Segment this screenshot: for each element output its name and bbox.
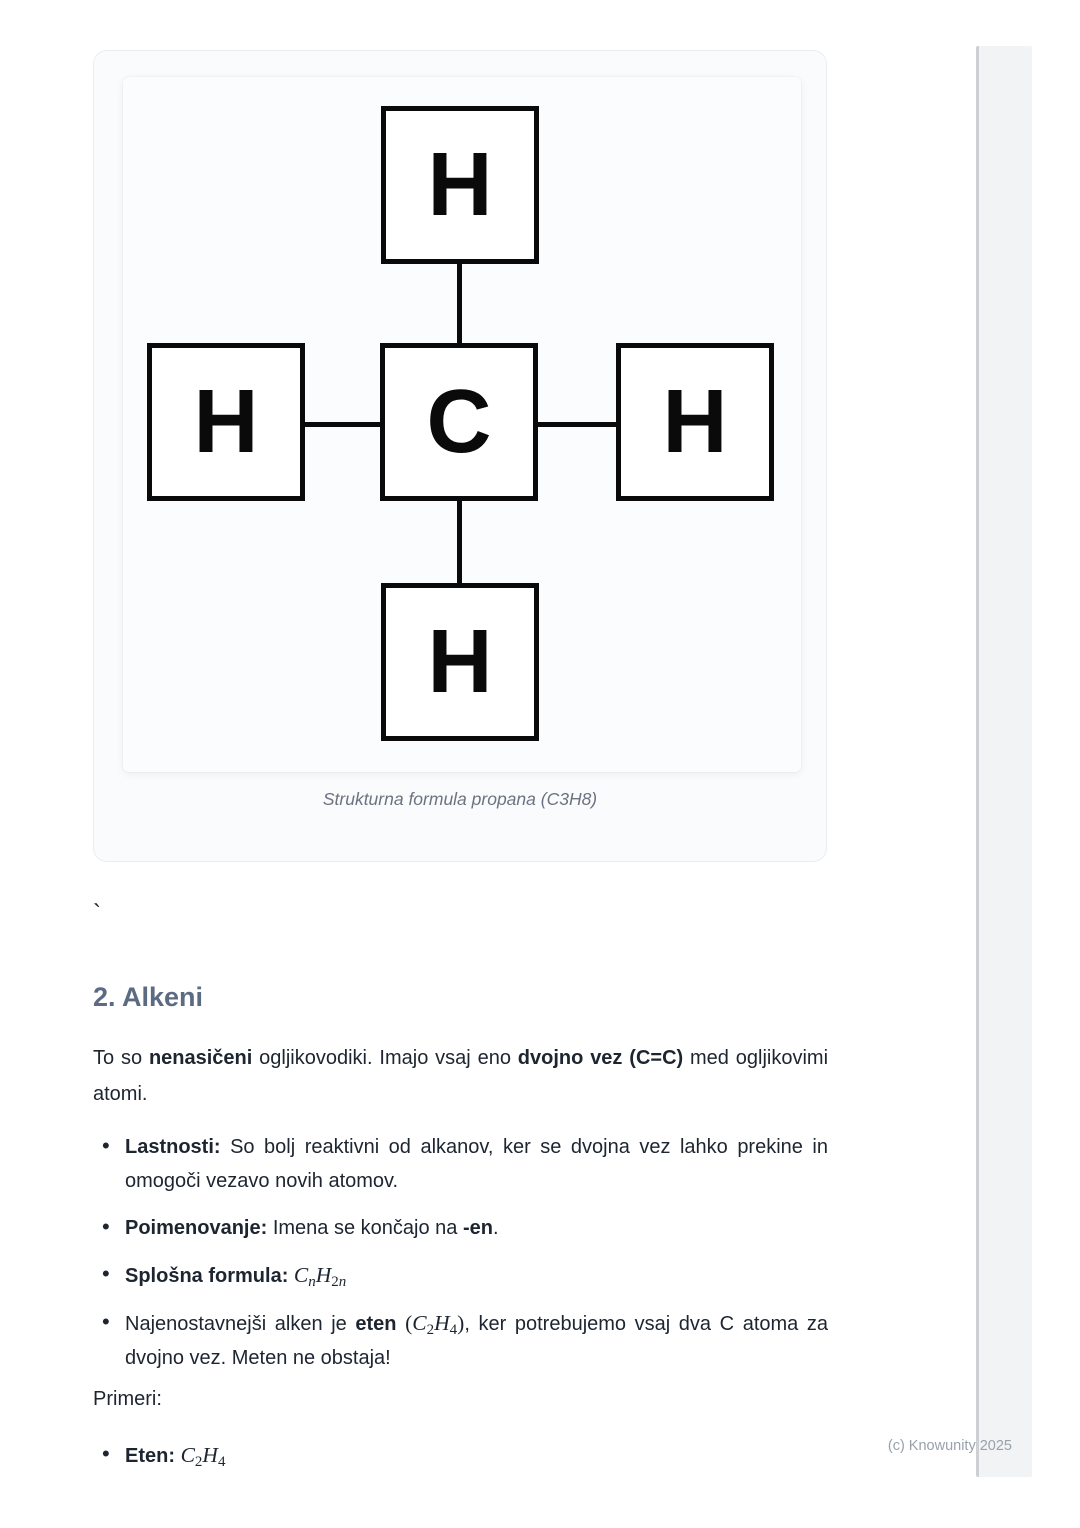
list-item [93, 1258, 828, 1293]
stray-backtick-text: ` [93, 900, 101, 927]
watermark-text: (c) Knowunity 2025 [887, 1438, 1012, 1454]
atom-label: H [193, 372, 259, 472]
intro-run: To so [93, 1047, 149, 1069]
bond-right [538, 422, 616, 427]
math-var: H [315, 1263, 332, 1287]
item-text: , ker potrebujemo vsaj dva C atoma za dvojno vez. Meten ne obstaja! [125, 1313, 828, 1369]
intro-run-bold: dvojno vez (C=C) [517, 1047, 684, 1069]
item-text [397, 1313, 406, 1335]
math-paren: ) [457, 1311, 465, 1335]
item-label: Poimenovanje: [125, 1217, 268, 1239]
item-label: Lastnosti: [125, 1136, 221, 1158]
item-label: Splošna formula: [125, 1265, 289, 1287]
intro-run-bold: nenasičeni [148, 1047, 253, 1069]
math-var: C [412, 1311, 427, 1335]
item-label: Eten: [125, 1445, 175, 1467]
math-sub: 2 [331, 1274, 339, 1290]
math-var: C [180, 1443, 195, 1467]
math-sub: 2 [194, 1454, 203, 1470]
bond-bottom [457, 501, 462, 583]
bond-top [457, 264, 462, 343]
figure-card [93, 50, 827, 862]
list-item [93, 1211, 828, 1245]
atom-c-center [380, 343, 538, 501]
item-text: Najenostavnejši alken je [125, 1313, 356, 1335]
atom-label: H [427, 135, 493, 235]
item-text: . [492, 1217, 499, 1239]
math-sub: 2 [426, 1322, 435, 1338]
alkene-properties-list [93, 1130, 828, 1388]
figure-caption: Strukturna formula propana (C3H8) [322, 789, 598, 809]
atom-h-right [616, 343, 774, 501]
math-sub: n [338, 1274, 347, 1290]
examples-label: Primeri: [93, 1388, 162, 1410]
item-text: Imena se končajo na [267, 1217, 463, 1239]
list-item [93, 1438, 828, 1473]
math-var: H [434, 1311, 450, 1335]
atom-h-top [381, 106, 539, 264]
item-text-bold: eten [355, 1313, 397, 1335]
list-item [93, 1130, 828, 1198]
atom-label: C [426, 372, 492, 472]
list-item [93, 1306, 828, 1375]
intro-run: med ogljikovimi atomi. [93, 1047, 829, 1105]
math-sub: 4 [449, 1322, 458, 1338]
math-var: H [202, 1443, 218, 1467]
eten-formula-math [180, 1443, 226, 1470]
general-formula-math [293, 1263, 347, 1290]
item-text-bold: -en [462, 1217, 493, 1239]
math-sub: n [308, 1274, 316, 1290]
intro-run: ogljikovodiki. Imajo vsaj eno [252, 1047, 518, 1069]
section-heading: 2. Alkeni [93, 982, 204, 1012]
examples-list [93, 1438, 828, 1486]
structural-formula-diagram [123, 77, 801, 772]
math-sub: 4 [217, 1454, 226, 1470]
atom-h-bottom [381, 583, 539, 741]
atom-label: H [427, 612, 493, 712]
math-paren: ( [405, 1311, 413, 1335]
math-var: C [293, 1263, 309, 1287]
item-text: So bolj reaktivni od alkanov, ker se dvojna vez lahko prekine in omogoči vezavo novih atomov. [125, 1136, 828, 1192]
bond-left [305, 422, 380, 427]
eten-formula-math [405, 1311, 465, 1338]
scrollbar[interactable] [976, 46, 1032, 1477]
intro-paragraph [93, 1040, 828, 1112]
atom-h-left [147, 343, 305, 501]
atom-label: H [662, 372, 728, 472]
